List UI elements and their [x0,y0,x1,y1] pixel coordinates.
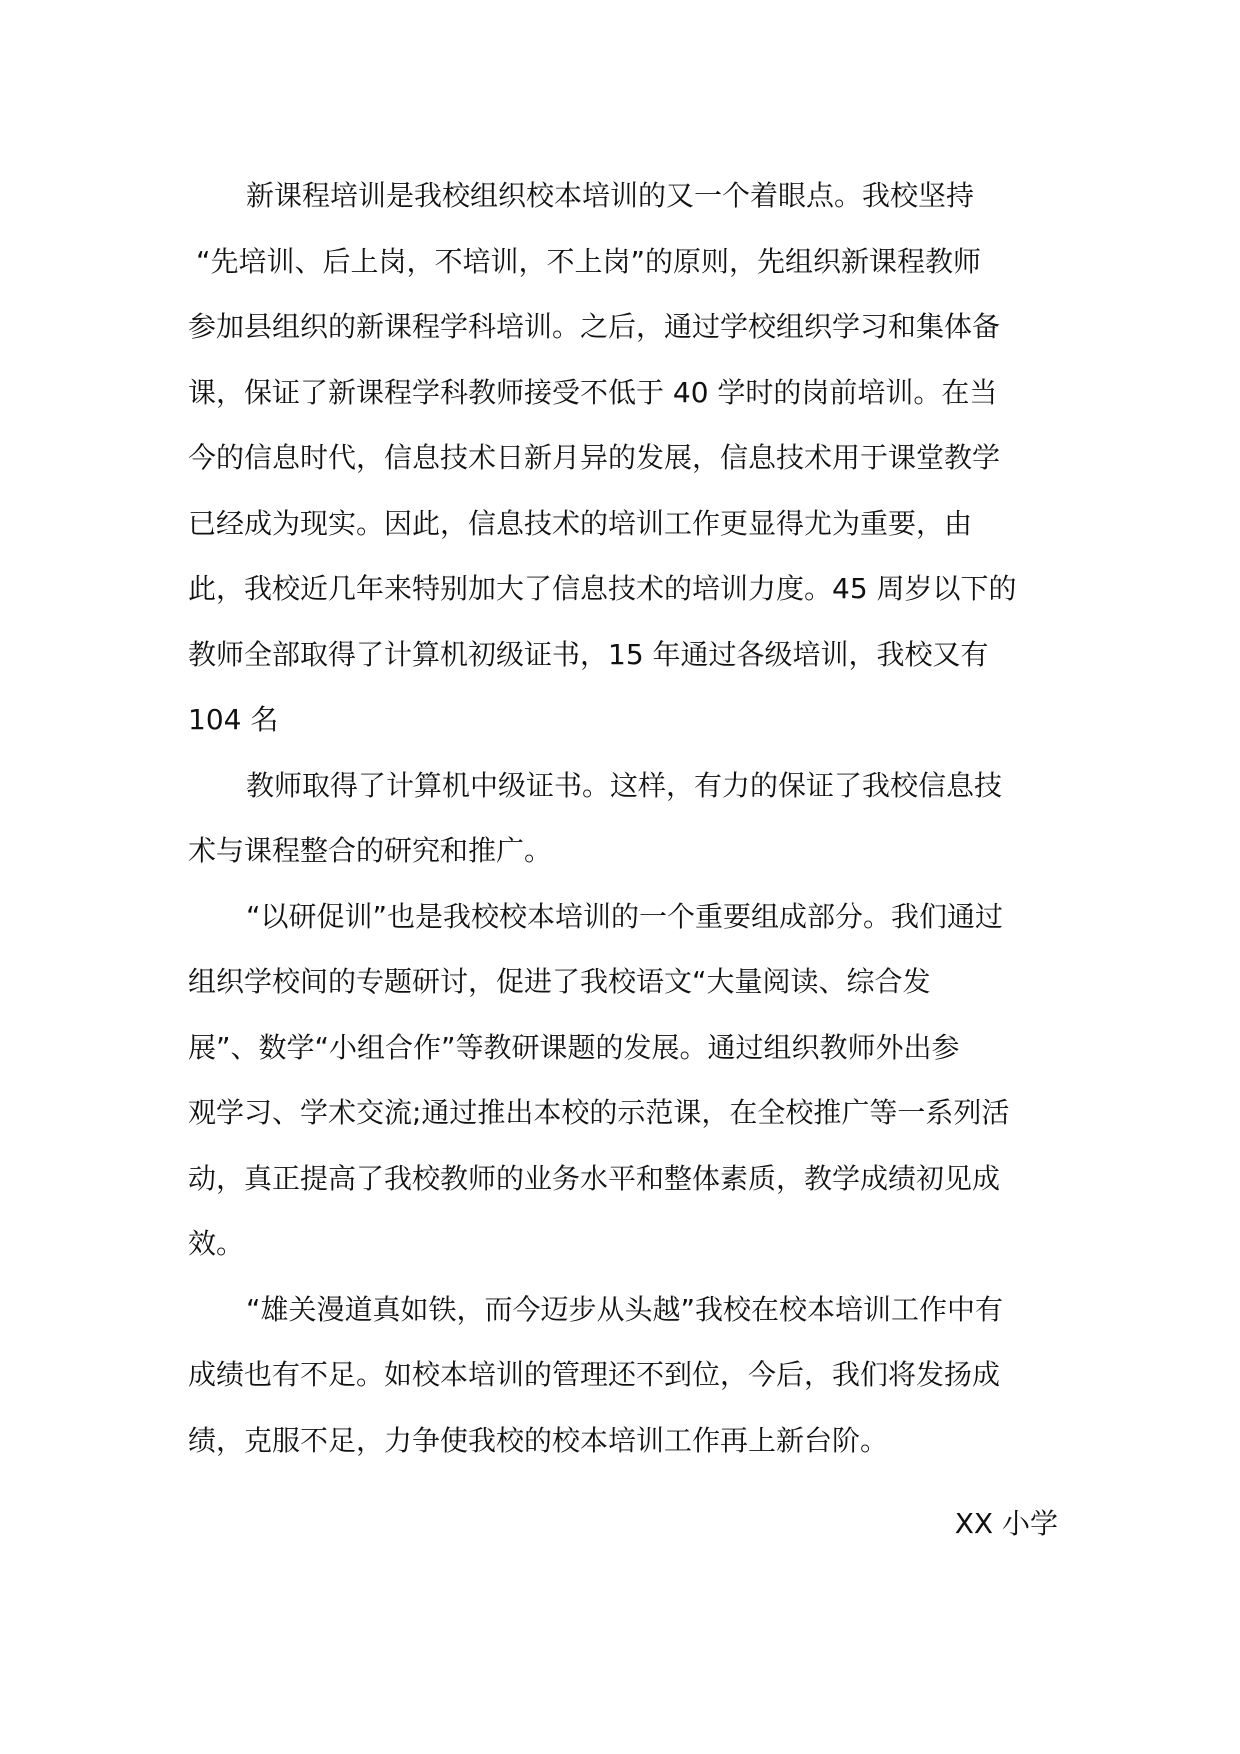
paragraph-3 [188,884,1058,1277]
text-line: 动，真正提高了我校教师的业务水平和整体素质，教学成绩初见成 [188,1161,1001,1195]
text-line: 术与课程整合的研究和推广。 [188,834,553,867]
text-line: “雄关漫道真如铁，而今迈步从头越”我校在校本培训工作中有 [246,1292,1004,1326]
text-line: “以研促训”也是我校校本培训的一个重要组成部分。我们通过 [246,899,1004,933]
text-line: 教师全部取得了计算机初级证书，15 年通过各级培训，我校又有 [188,637,989,671]
document-body [188,163,1058,1473]
text-line: 效。 [188,1227,245,1260]
text-line: 绩，克服不足，力争使我校的校本培训工作再上新台阶。 [188,1423,889,1457]
paragraph-2 [188,753,1058,884]
text-line: 已经成为现实。因此，信息技术的培训工作更显得尤为重要，由 [188,506,973,540]
text-line: 新课程培训是我校组织校本培训的又一个着眼点。我校坚持 [246,179,975,212]
signature: XX 小学 [954,1507,1058,1540]
text-line: 展”、数学“小组合作”等教研课题的发展。通过组织教师外出参 [188,1030,960,1064]
text-line: 组织学校间的专题研讨，促进了我校语文“大量阅读、综合发 [188,965,931,998]
text-line: 观学习、学术交流;通过推出本校的示范课，在全校推广等一系列活 [188,1096,1010,1129]
text-line: 今的信息时代，信息技术日新月异的发展，信息技术用于课堂教学 [188,441,1001,474]
text-line: 104 名 [188,703,279,736]
text-line: 课，保证了新课程学科教师接受不低于 40 学时的岗前培训。在当 [188,375,998,409]
text-line: 此，我校近几年来特别加大了信息技术的培训力度。45 周岁以下的 [188,572,1017,605]
text-line: “先培训、后上岗，不培训，不上岗”的原则，先组织新课程教师 [196,244,982,278]
text-line: 教师取得了计算机中级证书。这样，有力的保证了我校信息技 [246,768,1003,802]
text-line: 成绩也有不足。如校本培训的管理还不到位，今后，我们将发扬成 [188,1358,1001,1391]
paragraph-1 [188,163,1058,753]
paragraph-4 [188,1277,1058,1474]
text-line: 参加县组织的新课程学科培训。之后，通过学校组织学习和集体备 [188,310,1001,343]
